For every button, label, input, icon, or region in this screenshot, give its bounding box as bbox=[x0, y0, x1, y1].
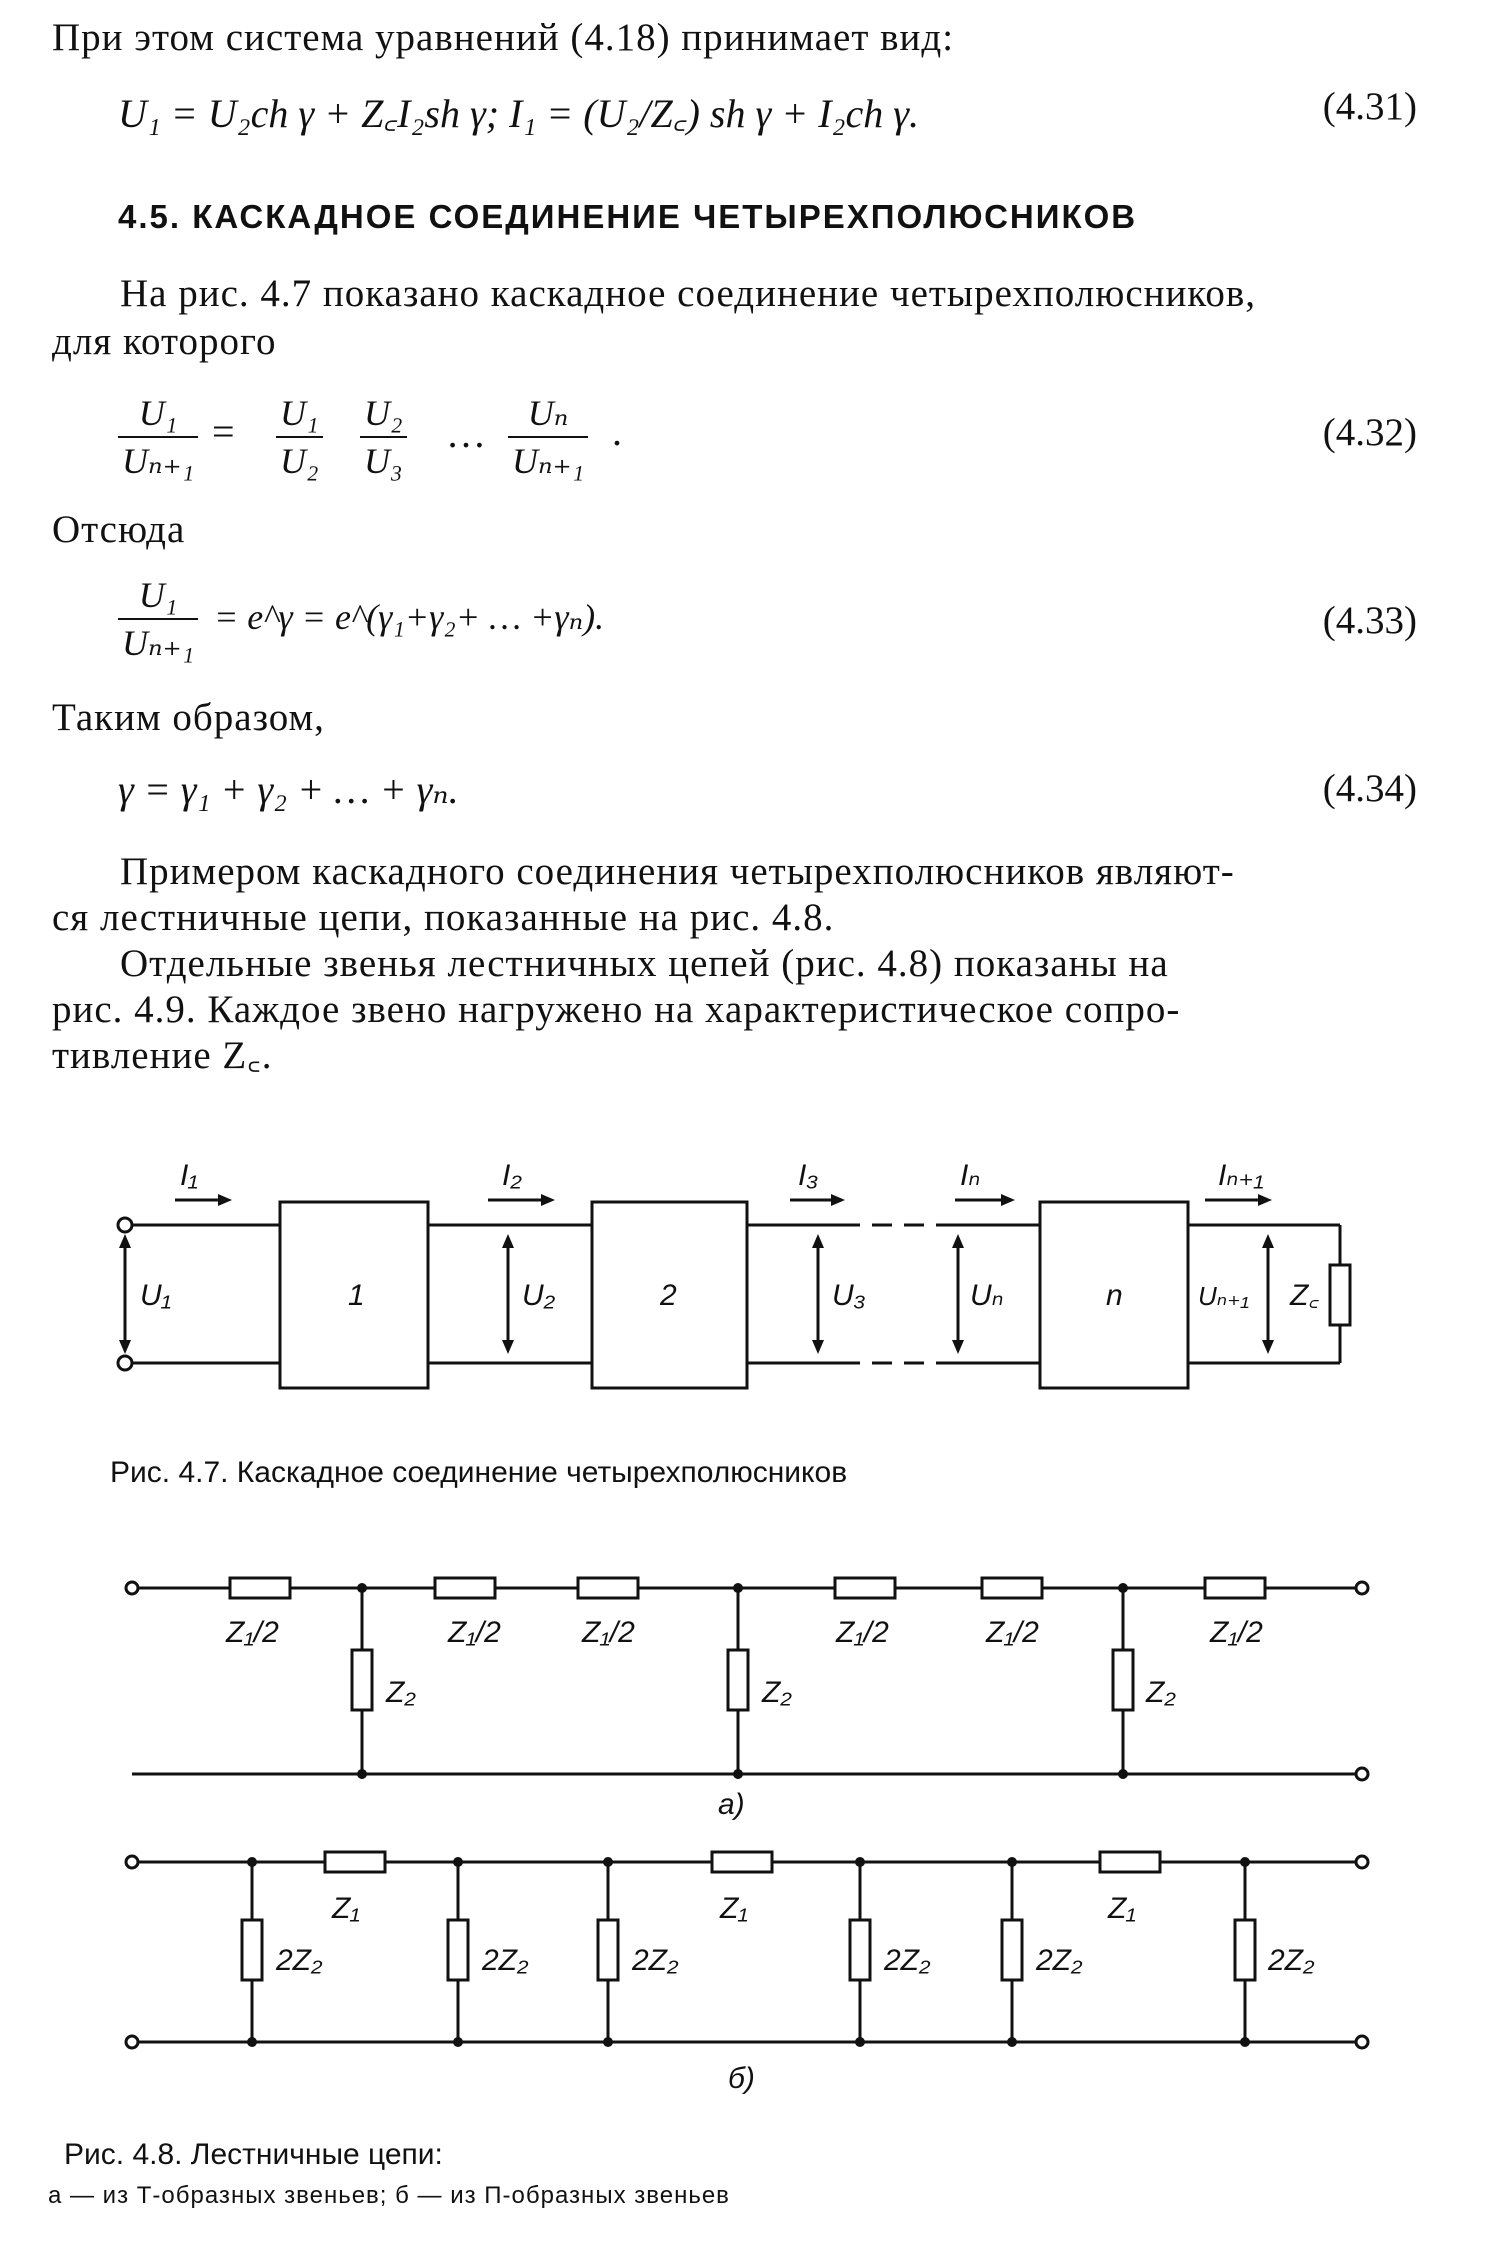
paragraph-1-line-1: На рис. 4.7 показано каскадное соединение четырехполюсников, bbox=[120, 272, 1257, 315]
paragraph-3-line-1: Отдельные звенья лестничных цепей (рис. 4.8) показаны на bbox=[120, 942, 1169, 985]
equation-4-31-number: (4.31) bbox=[1322, 85, 1417, 128]
fig48a-shunt-label-3: Z₂ bbox=[1146, 1676, 1176, 1709]
equation-4-34-number: (4.34) bbox=[1322, 767, 1417, 810]
fig48b-series-label-1: Z₁ bbox=[332, 1892, 360, 1925]
current-label-1: I₁ bbox=[180, 1159, 198, 1192]
input-terminal-bottom bbox=[118, 1356, 132, 1370]
eq432-lhs-denominator: Uₙ₊₁ bbox=[122, 441, 195, 481]
fig48b-shunt-label-5: 2Z₂ bbox=[1036, 1944, 1083, 1977]
eq432-fraction-2 bbox=[360, 392, 407, 482]
paragraph-3-line-3: тивление Z꜀. bbox=[52, 1034, 273, 1077]
paragraph-2-line-1: Примером каскадного соединения четырехполюсников являют- bbox=[120, 850, 1235, 893]
input-terminal-top bbox=[118, 1218, 132, 1232]
equation-4-33-number: (4.33) bbox=[1322, 599, 1417, 642]
figure-4-8 bbox=[0, 1540, 1497, 2100]
fig48a-shunt-label-1: Z₂ bbox=[386, 1676, 416, 1709]
fig48a-shunt-label-2: Z₂ bbox=[762, 1676, 792, 1709]
equation-4-31: U₁ = U₂ch γ + Z꜀I₂sh γ; I₁ = (U₂/Z꜀) sh γ + I₂ch γ. bbox=[118, 91, 919, 136]
eq432-f3-numerator: Uₙ bbox=[508, 392, 588, 438]
load-label: Z꜀ bbox=[1290, 1279, 1319, 1312]
eq432-period: . bbox=[612, 409, 622, 454]
block-label-2: 2 bbox=[660, 1279, 677, 1312]
fig48a-series-label-1: Z₁/2 bbox=[226, 1616, 279, 1649]
eq432-lhs-numerator: U₁ bbox=[118, 392, 198, 438]
block-label-1: 1 bbox=[348, 1279, 365, 1312]
eq432-dots: … bbox=[446, 411, 486, 456]
fig48a-label: а) bbox=[718, 1788, 745, 1821]
takim-line: Таким образом, bbox=[52, 696, 325, 739]
current-label-3: I₃ bbox=[798, 1159, 819, 1192]
current-label-n: Iₙ bbox=[960, 1159, 981, 1192]
eq432-fraction-1 bbox=[276, 392, 323, 482]
fig48b-series-label-2: Z₁ bbox=[720, 1892, 748, 1925]
figure-4-7-caption: Рис. 4.7. Каскадное соединение четырехполюсников bbox=[110, 1456, 848, 1489]
fig48a-series-label-2: Z₁/2 bbox=[448, 1616, 501, 1649]
fig48b-shunt-label-6: 2Z₂ bbox=[1268, 1944, 1315, 1977]
paragraph-3-line-2: рис. 4.9. Каждое звено нагружено на характеристическое сопро- bbox=[52, 988, 1181, 1031]
paragraph-2-line-2: ся лестничные цепи, показанные на рис. 4.8. bbox=[52, 896, 835, 939]
eq432-f1-denominator: U₂ bbox=[280, 441, 319, 481]
fig48b-shunt-label-1: 2Z₂ bbox=[276, 1944, 323, 1977]
eq432-f2-numerator: U₂ bbox=[360, 392, 407, 438]
paragraph-1-line-2: для которого bbox=[52, 320, 277, 363]
fig48a-series-label-6: Z₁/2 bbox=[1210, 1616, 1263, 1649]
eq433-lhs-numerator: U₁ bbox=[118, 574, 198, 620]
fig48a-series-label-5: Z₁/2 bbox=[986, 1616, 1039, 1649]
figure-4-7 bbox=[0, 1130, 1497, 1430]
voltage-label-3: U₃ bbox=[832, 1279, 866, 1312]
eq433-lhs-fraction bbox=[118, 574, 198, 664]
fig48a-series-label-3: Z₁/2 bbox=[582, 1616, 635, 1649]
voltage-label-1: U₁ bbox=[140, 1279, 172, 1312]
intro-line: При этом система уравнений (4.18) принимает вид: bbox=[52, 16, 955, 59]
section-heading: 4.5. КАСКАДНОЕ СОЕДИНЕНИЕ ЧЕТЫРЕХПОЛЮСНИКОВ bbox=[118, 198, 1138, 235]
eq433-lhs-denominator: Uₙ₊₁ bbox=[122, 623, 195, 663]
eq432-equals: = bbox=[212, 409, 235, 454]
voltage-label-n-plus-1: Uₙ₊₁ bbox=[1198, 1281, 1250, 1311]
fig48b-label: б) bbox=[728, 2062, 755, 2095]
load-resistor bbox=[1330, 1265, 1350, 1325]
current-label-n-plus-1: Iₙ₊₁ bbox=[1218, 1159, 1264, 1192]
eq432-f1-numerator: U₁ bbox=[276, 392, 323, 438]
figure-4-8-subcaption: а — из Т-образных звеньев; б — из П-образных звеньев bbox=[48, 2182, 730, 2209]
block-label-n: n bbox=[1106, 1279, 1123, 1312]
fig48b-shunt-label-2: 2Z₂ bbox=[482, 1944, 529, 1977]
fig48b-shunt-label-3: 2Z₂ bbox=[632, 1944, 679, 1977]
equation-4-34: γ = γ₁ + γ₂ + … + γₙ. bbox=[118, 767, 459, 812]
voltage-label-n: Uₙ bbox=[970, 1279, 1004, 1312]
eq432-f3-denominator: Uₙ₊₁ bbox=[512, 441, 585, 481]
current-label-2: I₂ bbox=[502, 1159, 522, 1192]
voltage-label-2: U₂ bbox=[522, 1279, 556, 1312]
equation-4-32-number: (4.32) bbox=[1322, 411, 1417, 454]
figure-4-8-caption: Рис. 4.8. Лестничные цепи: bbox=[64, 2138, 443, 2171]
otsyuda-line: Отсюда bbox=[52, 508, 186, 551]
eq432-fraction-3 bbox=[508, 392, 588, 482]
fig48b-shunt-label-4: 2Z₂ bbox=[884, 1944, 931, 1977]
eq432-lhs-fraction bbox=[118, 392, 198, 482]
fig48a-series-label-4: Z₁/2 bbox=[836, 1616, 889, 1649]
fig48b-series-label-3: Z₁ bbox=[1108, 1892, 1136, 1925]
eq433-rhs: = e^γ = e^(γ₁+γ₂+ … +γₙ). bbox=[214, 597, 605, 637]
eq432-f2-denominator: U₃ bbox=[364, 441, 403, 481]
